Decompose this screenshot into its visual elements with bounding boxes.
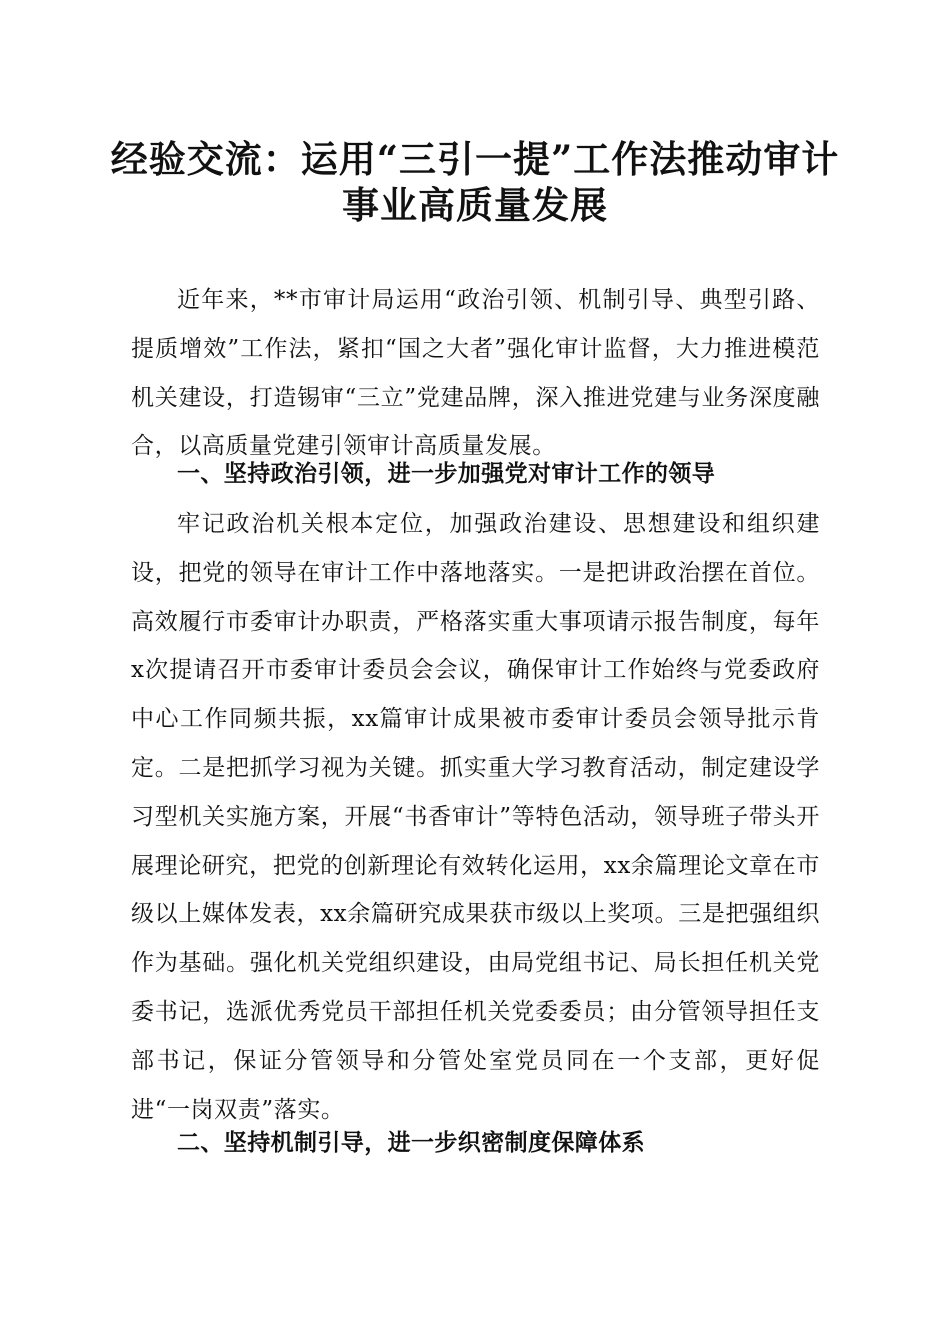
section-2-heading: 二、坚持机制引导，进一步织密制度保障体系 [177,1130,645,1156]
document-title-line-1: 经验交流：运用“三引一提”工作法推动审计 [110,137,840,181]
section-1-heading: 一、坚持政治引领，进一步加强党对审计工作的领导 [177,461,716,487]
document-title-line-2: 事业高质量发展 [342,183,608,227]
intro-paragraph: 近年来，**市审计局运用“政治引领、机制引导、典型引路、提质增效”工作法，紧扣“国之大者”强化审计监督，大力推进模范机关建设，打造锡审“三立”党建品牌，深入推进党建与业务深度融合，以高质量党建引领审计高质量发展。 [131,287,820,460]
section-1-paragraph: 牢记政治机关根本定位，加强政治建设、思想建设和组织建设，把党的领导在审计工作中落地落实。一是把讲政治摆在首位。高效履行市委审计办职责，严格落实重大事项请示报告制度，每年x次提请召开市委审计委员会会议，确保审计工作始终与党委政府中心工作同频共振，xx篇审计成果被市委审计委员会领导批示肯定。二是把抓学习视为关键。抓实重大学习教育活动，制定建设学习型机关实施方案，开展“书香审计”等特色活动，领导班子带头开展理论研究，把党的创新理论有效转化运用，xx余篇理论文章在市级以上媒体发表，xx余篇研究成果获市级以上奖项。三是把强组织作为基础。强化机关党组织建设，由局党组书记、局长担任机关党委书记，选派优秀党员干部担任机关党委委员；由分管领导担任支部书记，保证分管领导和分管处室党员同在一个支部，更好促进“一岗双责”落实。 [131,511,820,1123]
